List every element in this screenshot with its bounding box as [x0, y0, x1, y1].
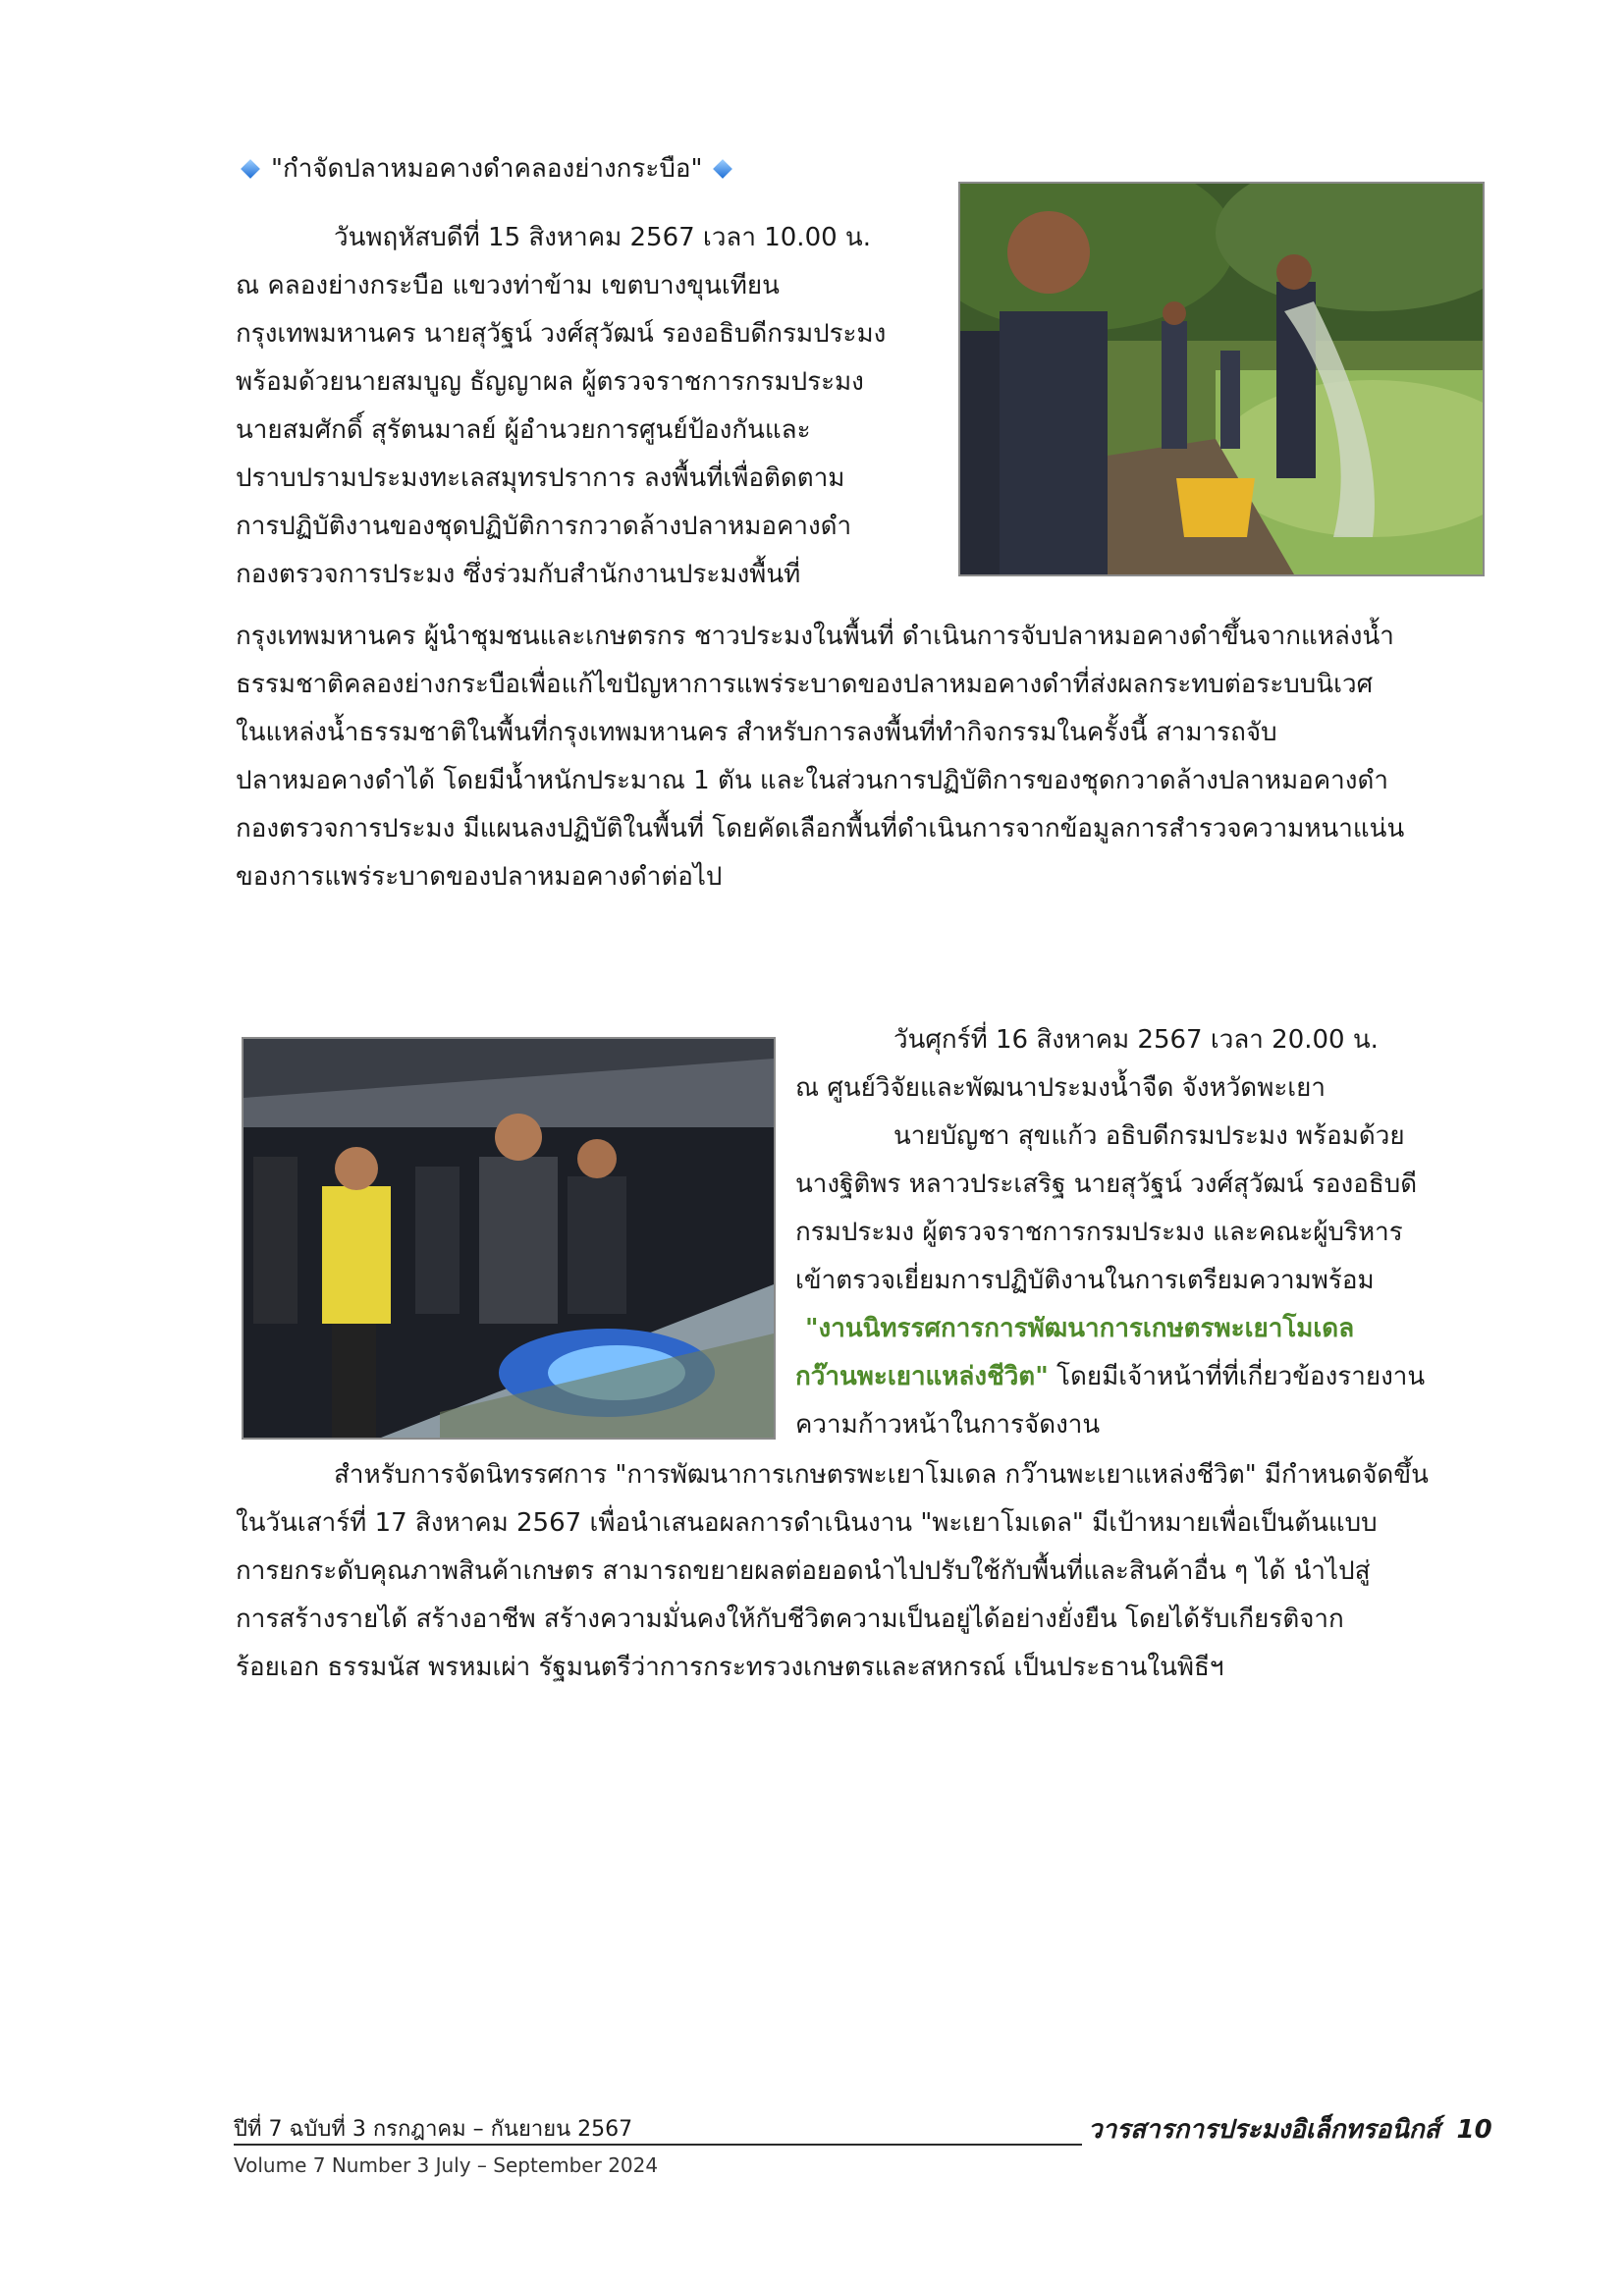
photo-exhibition-illustration [244, 1039, 774, 1438]
photo-fish-catch [958, 182, 1485, 576]
footer-divider [234, 2144, 1082, 2146]
text-line: นายบัญชา สุขแก้ว อธิบดีกรมประมง พร้อมด้วย [893, 1121, 1405, 1151]
article2-wrap-text [795, 1016, 1487, 1449]
text-line: ของการแพร่ระบาดของปลาหมอคางดำต่อไป [236, 862, 723, 892]
text-line: วันศุกร์ที่ 16 สิงหาคม 2567 เวลา 20.00 น. [893, 1025, 1379, 1055]
text-line: การปฏิบัติงานของชุดปฏิบัติการกวาดล้างปลาหมอคางดำ [236, 512, 852, 541]
text-line: นางฐิติพร หลาวประเสริฐ นายสุวัฐน์ วงศ์สุวัฒน์ รองอธิบดี [795, 1170, 1418, 1199]
footer-issue-thai: ปีที่ 7 ฉบับที่ 3 กรกฎาคม – กันยายน 2567 [234, 2117, 633, 2142]
blue-diamond-icon [241, 159, 260, 179]
article1-headline [236, 147, 737, 190]
text-line: ณ คลองย่างกระบือ แขวงท่าข้าม เขตบางขุนเทียน [236, 271, 780, 300]
text-span: โดยมีเจ้าหน้าที่ที่เกี่ยวข้องรายงาน [1048, 1362, 1426, 1391]
article1-wrap-text [236, 214, 935, 599]
journal-name: วารสารการประมงอิเล็กทรอนิกส์ [1088, 2115, 1440, 2145]
article2-full-text [236, 1451, 1483, 1692]
text-line: ความก้าวหน้าในการจัดงาน [795, 1410, 1101, 1440]
text-line: การสร้างรายได้ สร้างอาชีพ สร้างความมั่นคงให้กับชีวิตความเป็นอยู่ได้อย่างยั่งยืน โดยได้รับเกียรติจาก [236, 1605, 1344, 1634]
exhibition-title-part1: "งานนิทรรศการการพัฒนาการเกษตรพะเยาโมเดล [805, 1314, 1355, 1343]
text-line: ณ ศูนย์วิจัยและพัฒนาประมงน้ำจืด จังหวัดพะเยา [795, 1073, 1326, 1103]
text-line: ร้อยเอก ธรรมนัส พรหมเผ่า รัฐมนตรีว่าการกระทรวงเกษตรและสหกรณ์ เป็นประธานในพิธีฯ [236, 1653, 1224, 1682]
text-line: ในแหล่งน้ำธรรมชาติในพื้นที่กรุงเทพมหานคร สำหรับการลงพื้นที่ทำกิจกรรมในครั้งนี้ สามารถจับ [236, 718, 1277, 747]
text-line [795, 1353, 1487, 1401]
text-line: วันพฤหัสบดีที่ 15 สิงหาคม 2567 เวลา 10.00 น. [334, 223, 871, 252]
text-line: ปราบปรามประมงทะเลสมุทรปราการ ลงพื้นที่เพื่อติดตาม [236, 463, 845, 493]
page-number: 10 [1456, 2115, 1492, 2145]
text-line: สำหรับการจัดนิทรรศการ "การพัฒนาการเกษตรพะเยาโมเดล กว๊านพะเยาแหล่งชีวิต" มีกำหนดจัดขึ้น [334, 1460, 1429, 1490]
text-line: กองตรวจการประมง มีแผนลงปฏิบัติในพื้นที่ โดยคัดเลือกพื้นที่ดำเนินการจากข้อมูลการสำรวจความหนาแน่น [236, 814, 1405, 844]
text-line: กรุงเทพมหานคร นายสุวัฐน์ วงศ์สุวัฒน์ รองอธิบดีกรมประมง [236, 319, 887, 349]
exhibition-title-part2: กว๊านพะเยาแหล่งชีวิต" [795, 1362, 1049, 1391]
photo-exhibition-visit [242, 1037, 776, 1440]
text-line: กรุงเทพมหานคร ผู้นำชุมชนและเกษตรกร ชาวประมงในพื้นที่ ดำเนินการจับปลาหมอคางดำขึ้นจากแหล่งน้ำ [236, 622, 1394, 651]
text-line: พร้อมด้วยนายสมบูญ ธัญญาผล ผู้ตรวจราชการกรมประมง [236, 367, 864, 397]
photo-fish-catch-illustration [960, 184, 1483, 574]
text-line: การยกระดับคุณภาพสินค้าเกษตร สามารถขยายผลต่อยอดนำไปปรับใช้กับพื้นที่และสินค้าอื่น ๆ ได้ นำไปสู่ [236, 1556, 1371, 1586]
text-line: นายสมศักดิ์ สุรัตนมาลย์ ผู้อำนวยการศูนย์ป้องกันและ [236, 415, 811, 445]
text-line: กองตรวจการประมง ซึ่งร่วมกับสำนักงานประมงพื้นที่ [236, 560, 801, 589]
footer-journal [1088, 2109, 1492, 2150]
text-line: ปลาหมอคางดำได้ โดยมีน้ำหนักประมาณ 1 ตัน และในส่วนการปฏิบัติการของชุดกวาดล้างปลาหมอคางดำ [236, 766, 1388, 795]
article1-full-text [236, 613, 1483, 901]
text-line: เข้าตรวจเยี่ยมการปฏิบัติงานในการเตรียมความพร้อม [795, 1266, 1375, 1295]
text-line: กรมประมง ผู้ตรวจราชการกรมประมง และคณะผู้บริหาร [795, 1218, 1403, 1247]
blue-diamond-icon [714, 159, 733, 179]
text-line: ในวันเสาร์ที่ 17 สิงหาคม 2567 เพื่อนำเสนอผลการดำเนินงาน "พะเยาโมเดล" มีเป้าหมายเพื่อเป็นต้นแบบ [236, 1508, 1378, 1538]
text-line: ธรรมชาติคลองย่างกระบือเพื่อแก้ไขปัญหาการแพร่ระบาดของปลาหมอคางดำที่ส่งผลกระทบต่อระบบนิเวศ [236, 670, 1374, 699]
text-line [795, 1305, 1487, 1353]
footer-issue-english: Volume 7 Number 3 July – September 2024 [234, 2153, 659, 2177]
article1-title: "กำจัดปลาหมอคางดำคลองย่างกระบือ" [271, 154, 703, 184]
